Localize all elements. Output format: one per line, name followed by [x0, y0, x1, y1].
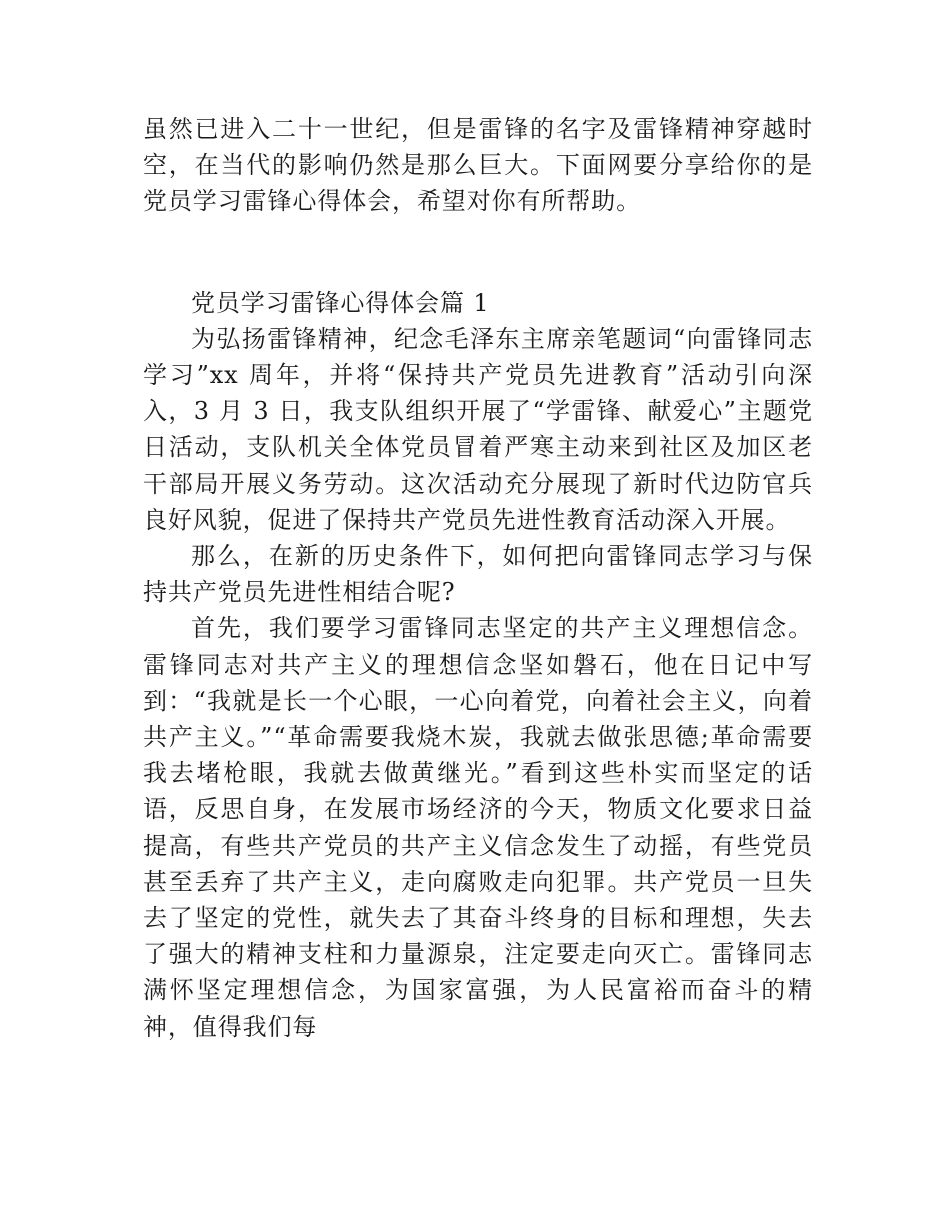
body-paragraph-2: 那么，在新的历史条件下，如何把向雷锋同志学习与保持共产党员先进性相结合呢?	[143, 542, 813, 607]
document-body	[143, 111, 813, 1045]
intro-paragraph: 虽然已进入二十一世纪，但是雷锋的名字及雷锋精神穿越时空，在当代的影响仍然是那么巨大。下面网要分享给你的是党员学习雷锋心得体会，希望对你有所帮助。	[143, 115, 813, 216]
body-paragraph-3: 首先，我们要学习雷锋同志坚定的共产主义理想信念。雷锋同志对共产主义的理想信念坚如磐石，他在日记中写到：“我就是长一个心眼，一心向着党，向着社会主义，向着共产主义。”“革命需要我烧木炭，我就去做张思德;革命需要我去堵枪眼，我就去做黄继光。”看到这些朴实而坚定的话语，反思自身，在发展市场经济的今天，物质文化要求日益提高，有些共产党员的共产主义信念发生了动摇，有些党员甚至丢弃了共产主义，走向腐败走向犯罪。共产党员一旦失去了坚定的党性，就失去了其奋斗终身的目标和理想，失去了强大的精神支柱和力量源泉，注定要走向灭亡。雷锋同志满怀坚定理想信念，为国家富强，为人民富裕而奋斗的精神，值得我们每	[143, 614, 813, 1041]
section-title: 党员学习雷锋心得体会篇 1	[191, 288, 490, 317]
body-paragraph-1: 为弘扬雷锋精神，纪念毛泽东主席亲笔题词“向雷锋同志学习”xx 周年，并将“保持共产党员先进教育”活动引向深入，3 月 3 日，我支队组织开展了“学雷锋、献爱心”主题党日活动，支队机关全体党员冒着严寒主动来到社区及加区老干部局开展义务劳动。这次活动充分展现了新时代边防官兵良好风貌，促进了保持共产党员先进性教育活动深入开展。	[143, 324, 813, 534]
